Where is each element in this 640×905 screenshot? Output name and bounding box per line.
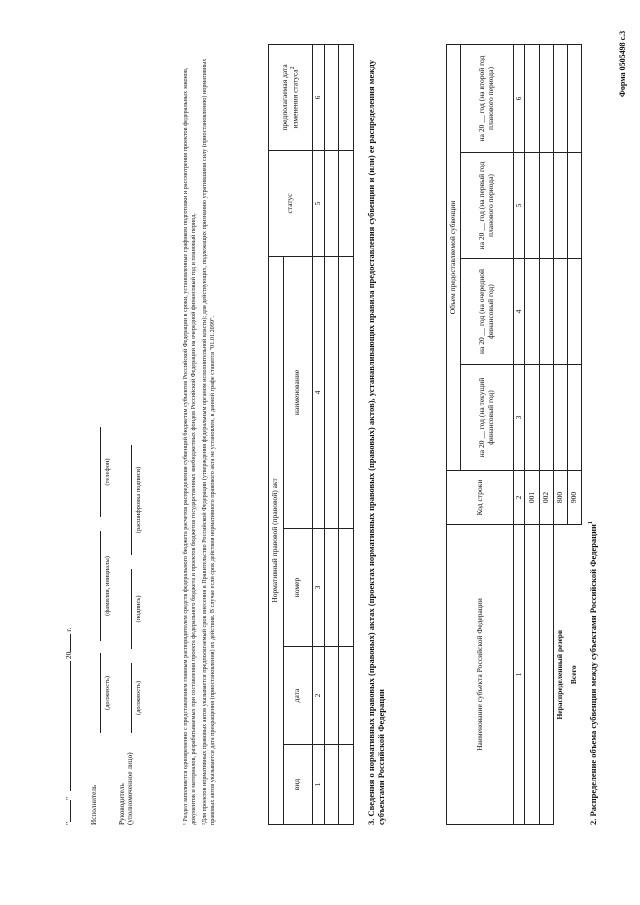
row-code: 002 — [539, 471, 553, 525]
row-code: 800 — [553, 471, 567, 525]
data-cell — [567, 44, 581, 152]
col-number: 5 — [312, 150, 324, 256]
col-number: 5 — [513, 153, 525, 259]
header-status-date: предполагаемая дата изменения статуса$^2$ — [269, 44, 313, 150]
data-cell — [539, 365, 553, 471]
table-row — [312, 44, 324, 824]
data-cell — [539, 153, 553, 259]
exec-position-line — [100, 653, 101, 733]
table-row — [525, 44, 539, 824]
date-row: "" 20 г. — [64, 627, 73, 825]
reserve-label: Нераспределенный резерв — [555, 629, 565, 720]
section3-table — [268, 44, 354, 825]
data-cell — [339, 745, 354, 825]
table-row — [324, 44, 339, 824]
section2-table — [446, 44, 582, 825]
header-date: дата — [283, 647, 312, 745]
col-number: 4 — [312, 256, 324, 528]
footnote-2: ²Для проектов нормативных правовых актов указывается предполагаемый срок внесения в Правительство Российской Федерации (утверждения федеральным органом исполнительной власти); для действующих, подлежащих признанию утратившими силу (приостановлению) нормативных правовых актов указывается дата прекращения (приостановления) их действия. В случае если срок действия нормативного правового акта не установлен, в данной графе ставится "01.01.2099". — [201, 58, 217, 825]
header-status: статус — [269, 150, 313, 256]
header-act: Нормативный правовой (правовой) акт — [269, 256, 284, 824]
date-day-line — [70, 800, 71, 822]
row-code: 001 — [525, 471, 539, 525]
header-year-plan2: на 20 __ год (на второй год планового периода) — [461, 44, 514, 152]
data-cell — [553, 365, 567, 471]
header-name: наименование — [283, 256, 312, 528]
form-code: Форма 0505498 с.3 — [618, 30, 627, 97]
col-number: 2 — [513, 471, 525, 525]
footnote-1: ¹ Раздел заполняется одновременно с представлением главным распорядителем средств федерального бюджета расчетов распределения субвенций бюджетам субъектов Российской Федерации в сроки, установленные графиком подготовки и рассмотрения проектов федеральных законов, документов и материалов, разрабатываемых при составлении проекта федерального бюджета и проектов бюджетов государственных внебюджетных фондов Российской Федерации на очередной финансовый год и плановый период. — [182, 67, 198, 825]
header-row-code: Код строки — [447, 471, 514, 525]
row-code: 900 — [567, 471, 581, 525]
table-row — [513, 44, 525, 824]
data-cell — [539, 259, 553, 365]
header-volume: Объем предоставляемой субвенции — [447, 44, 461, 470]
data-cell — [324, 150, 339, 256]
data-cell — [324, 44, 339, 150]
header-year-plan1: на 20 __ год (на первый год планового периода) — [461, 153, 514, 259]
data-cell — [553, 259, 567, 365]
executor-label: Исполнитель — [90, 784, 98, 825]
table-row — [339, 44, 354, 824]
data-cell — [339, 647, 354, 745]
date-year-line — [70, 634, 71, 652]
data-cell — [567, 259, 581, 365]
exec-name-line — [100, 531, 101, 641]
data-cell — [525, 44, 539, 152]
header-year-current: на 20 __ год (на текущий финансовый год) — [461, 365, 514, 471]
head-decoding-line — [131, 445, 132, 555]
date-month-line — [70, 661, 71, 791]
exec-phone-line — [100, 427, 101, 517]
header-number: номер — [283, 529, 312, 647]
col-number: 6 — [513, 44, 525, 152]
data-cell — [525, 259, 539, 365]
data-cell — [324, 745, 339, 825]
data-cell — [339, 150, 354, 256]
total-label: Всего — [569, 665, 579, 685]
exec-phone-caption: (телефон) — [104, 458, 111, 486]
data-cell — [525, 525, 539, 825]
section2-title: 2. Распределение объема субвенции между субъектами Российской Федерации$^1$ — [587, 521, 598, 825]
head-signature-line — [131, 569, 132, 649]
data-cell — [539, 525, 553, 825]
section3-title: 3. Сведения о нормативных правовых (правовых) актах (проектах нормативных правовых (правовых) актов), устанавливающих правила предоставления субвенции и (или) ее распределения между субъектами Российской Федерации — [366, 60, 386, 825]
header-type: вид — [283, 745, 312, 825]
col-number: 2 — [312, 647, 324, 745]
col-number: 4 — [513, 259, 525, 365]
data-cell — [324, 529, 339, 647]
data-cell — [339, 529, 354, 647]
data-cell — [553, 44, 567, 152]
header-subject-name: Наименование субъекта Российской Федерации — [447, 525, 514, 825]
data-cell — [525, 365, 539, 471]
data-cell — [525, 153, 539, 259]
exec-position-caption: (должность) — [104, 675, 111, 711]
data-cell — [324, 647, 339, 745]
head-position-caption: (должность) — [135, 680, 142, 716]
data-cell — [324, 256, 339, 528]
header-year-next: на 20 __ год (на очередной финансовый год) — [461, 259, 514, 365]
data-cell — [339, 44, 354, 150]
col-number: 1 — [312, 745, 324, 825]
head-signature-caption: (подпись) — [135, 595, 142, 623]
col-number: 1 — [513, 525, 525, 825]
data-cell — [539, 44, 553, 152]
table-row — [567, 44, 581, 824]
data-cell — [567, 365, 581, 471]
head-label: Руководитель (уполномоченное лицо) — [118, 752, 134, 825]
data-cell — [553, 153, 567, 259]
head-position-line — [131, 663, 132, 733]
col-number: 3 — [513, 365, 525, 471]
footnotes — [182, 45, 217, 825]
table-row — [539, 44, 553, 824]
data-cell — [567, 153, 581, 259]
col-number: 3 — [312, 529, 324, 647]
data-cell — [339, 256, 354, 528]
head-decoding-caption: (расшифровка подписи) — [135, 466, 142, 534]
col-number: 6 — [312, 44, 324, 150]
exec-name-caption: (фамилия, инициалы) — [104, 556, 111, 616]
table-row — [553, 44, 567, 824]
